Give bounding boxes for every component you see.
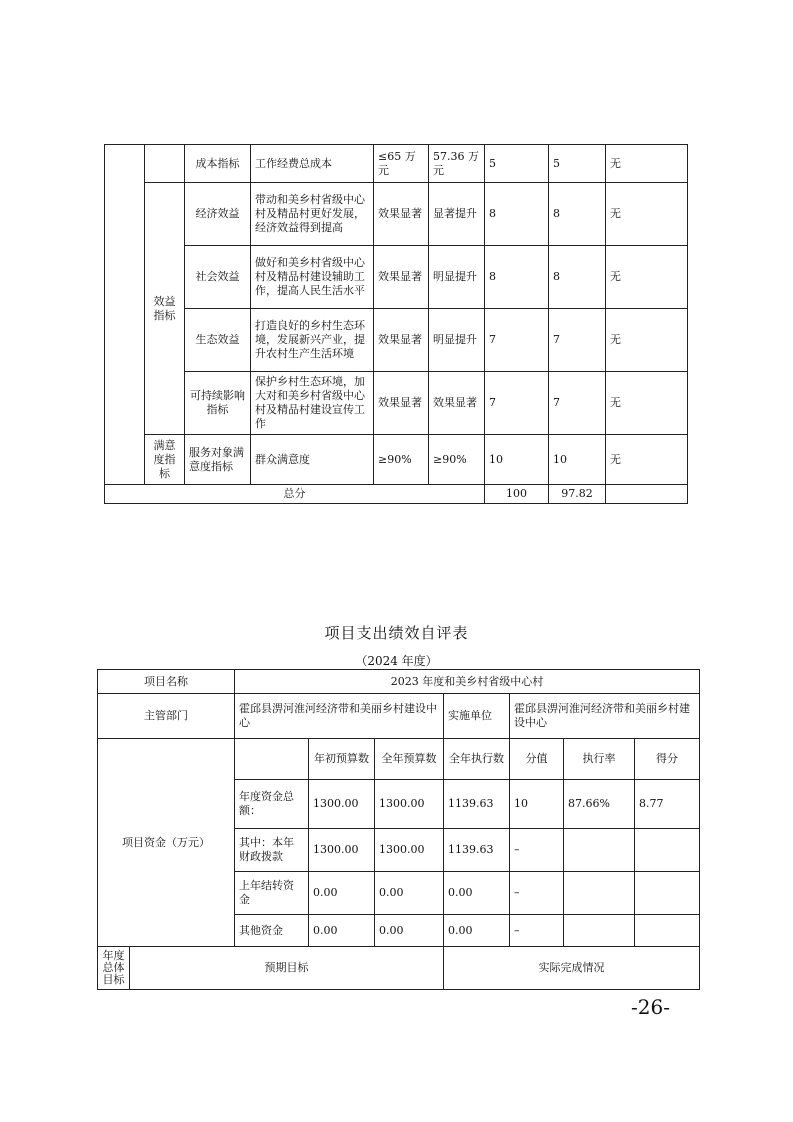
fund-header-row <box>98 739 700 780</box>
benefit-indicator: 打造良好的乡村生态环境，发展新兴产业，提升农村生产生活环境 <box>251 309 374 372</box>
impl-label: 实施单位 <box>444 694 510 739</box>
benefit-weight: 8 <box>485 183 549 246</box>
cost-score: 5 <box>549 145 606 183</box>
goal-left-label: 年度总体目标 <box>98 947 130 990</box>
satisfaction-weight: 10 <box>485 435 549 485</box>
fund-row-initial: 0.00 <box>309 915 375 947</box>
benefit-row <box>105 372 688 435</box>
dept-value: 霍邱县淠河淮河经济带和美丽乡村建设中心 <box>235 694 444 739</box>
fund-row-full: 1300.00 <box>375 780 444 829</box>
benefit-score: 8 <box>549 246 606 309</box>
header-rate: 执行率 <box>564 739 635 780</box>
benefit-weight: 7 <box>485 309 549 372</box>
header-weight: 分值 <box>510 739 564 780</box>
dept-row <box>98 694 700 739</box>
fund-row-initial: 1300.00 <box>309 829 375 872</box>
cost-weight: 5 <box>485 145 549 183</box>
fund-row-full: 0.00 <box>375 872 444 915</box>
benefit-indicator: 带动和美乡村省级中心村及精品村更好发展，经济效益得到提高 <box>251 183 374 246</box>
benefit-indicator: 保护乡村生态环境，加大对和美乡村省级中心村及精品村建设宣传工作 <box>251 372 374 435</box>
performance-indicator-table <box>104 144 688 504</box>
fund-row-label: 上年结转资金 <box>235 872 309 915</box>
benefit-target: 效果显著 <box>374 183 429 246</box>
outer-group-cell <box>105 145 145 485</box>
fund-row-score <box>635 872 700 915</box>
page-number: -26- <box>631 995 670 1019</box>
fund-row-exec: 0.00 <box>444 872 510 915</box>
satisfaction-sub: 服务对象满意度指标 <box>185 435 251 485</box>
benefit-row <box>105 309 688 372</box>
benefit-actual: 明显提升 <box>429 309 485 372</box>
benefit-note: 无 <box>606 183 688 246</box>
header-exec: 全年执行数 <box>444 739 510 780</box>
fund-row-weight: – <box>510 872 564 915</box>
actual-completion-label: 实际完成情况 <box>444 947 700 990</box>
fund-row-label: 其中：本年财政拨款 <box>235 829 309 872</box>
benefit-weight: 8 <box>485 246 549 309</box>
fund-row-initial: 0.00 <box>309 872 375 915</box>
fund-row-rate <box>564 829 635 872</box>
cost-actual: 57.36 万元 <box>429 145 485 183</box>
benefit-row <box>105 246 688 309</box>
benefit-sub: 社会效益 <box>185 246 251 309</box>
benefit-sub: 可持续影响指标 <box>185 372 251 435</box>
fund-row-rate <box>564 872 635 915</box>
fund-row-rate: 87.66% <box>564 780 635 829</box>
dept-label: 主管部门 <box>98 694 235 739</box>
satisfaction-row <box>105 435 688 485</box>
total-row <box>105 485 688 504</box>
cost-indicator: 工作经费总成本 <box>251 145 374 183</box>
fund-row-full: 0.00 <box>375 915 444 947</box>
header-full: 全年预算数 <box>375 739 444 780</box>
expected-goal-label: 预期目标 <box>130 947 444 990</box>
benefit-group: 效益指标 <box>145 183 185 435</box>
fund-row-weight: – <box>510 829 564 872</box>
benefit-indicator: 做好和美乡村省级中心村及精品村建设辅助工作，提高人民生活水平 <box>251 246 374 309</box>
benefit-actual: 明显提升 <box>429 246 485 309</box>
benefit-actual: 显著提升 <box>429 183 485 246</box>
benefit-sub: 生态效益 <box>185 309 251 372</box>
project-name-label: 项目名称 <box>98 670 235 694</box>
fund-row-score: 8.77 <box>635 780 700 829</box>
benefit-note: 无 <box>606 372 688 435</box>
benefit-row <box>105 183 688 246</box>
fund-row-full: 1300.00 <box>375 829 444 872</box>
satisfaction-indicator: 群众满意度 <box>251 435 374 485</box>
fund-row-rate <box>564 915 635 947</box>
header-score: 得分 <box>635 739 700 780</box>
total-weight: 100 <box>485 485 549 504</box>
benefit-sub: 经济效益 <box>185 183 251 246</box>
total-note <box>606 485 688 504</box>
fund-row-weight: 10 <box>510 780 564 829</box>
fund-row-label: 年度资金总额： <box>235 780 309 829</box>
cost-group-cell <box>145 145 185 183</box>
fund-row-weight: – <box>510 915 564 947</box>
benefit-target: 效果显著 <box>374 372 429 435</box>
fund-label: 项目资金（万元） <box>98 739 235 947</box>
satisfaction-note: 无 <box>606 435 688 485</box>
satisfaction-actual: ≥90% <box>429 435 485 485</box>
cost-target: ≤65 万元 <box>374 145 429 183</box>
impl-value: 霍邱县淠河淮河经济带和美丽乡村建设中心 <box>510 694 700 739</box>
project-name-row <box>98 670 700 694</box>
fund-row-label: 其他资金 <box>235 915 309 947</box>
total-label: 总分 <box>105 485 485 504</box>
fund-row-score <box>635 829 700 872</box>
satisfaction-target: ≥90% <box>374 435 429 485</box>
cost-note: 无 <box>606 145 688 183</box>
benefit-score: 7 <box>549 309 606 372</box>
fund-row-initial: 1300.00 <box>309 780 375 829</box>
total-score: 97.82 <box>549 485 606 504</box>
benefit-target: 效果显著 <box>374 309 429 372</box>
fund-row-exec: 0.00 <box>444 915 510 947</box>
benefit-note: 无 <box>606 246 688 309</box>
benefit-note: 无 <box>606 309 688 372</box>
fund-row-score <box>635 915 700 947</box>
fund-row-exec: 1139.63 <box>444 829 510 872</box>
cost-sub: 成本指标 <box>185 145 251 183</box>
project-name-value: 2023 年度和美乡村省级中心村 <box>235 670 700 694</box>
benefit-actual: 效果显著 <box>429 372 485 435</box>
fund-header-blank <box>235 739 309 780</box>
satisfaction-score: 10 <box>549 435 606 485</box>
benefit-score: 7 <box>549 372 606 435</box>
project-self-eval-table <box>97 669 700 990</box>
benefit-score: 8 <box>549 183 606 246</box>
page-title: 项目支出绩效自评表 <box>324 624 469 642</box>
page-subtitle: （2024 年度） <box>355 654 438 668</box>
benefit-target: 效果显著 <box>374 246 429 309</box>
fund-row-exec: 1139.63 <box>444 780 510 829</box>
header-initial: 年初预算数 <box>309 739 375 780</box>
satisfaction-group: 满意度指标 <box>145 435 185 485</box>
benefit-weight: 7 <box>485 372 549 435</box>
cost-row <box>105 145 688 183</box>
goal-row <box>98 947 700 990</box>
